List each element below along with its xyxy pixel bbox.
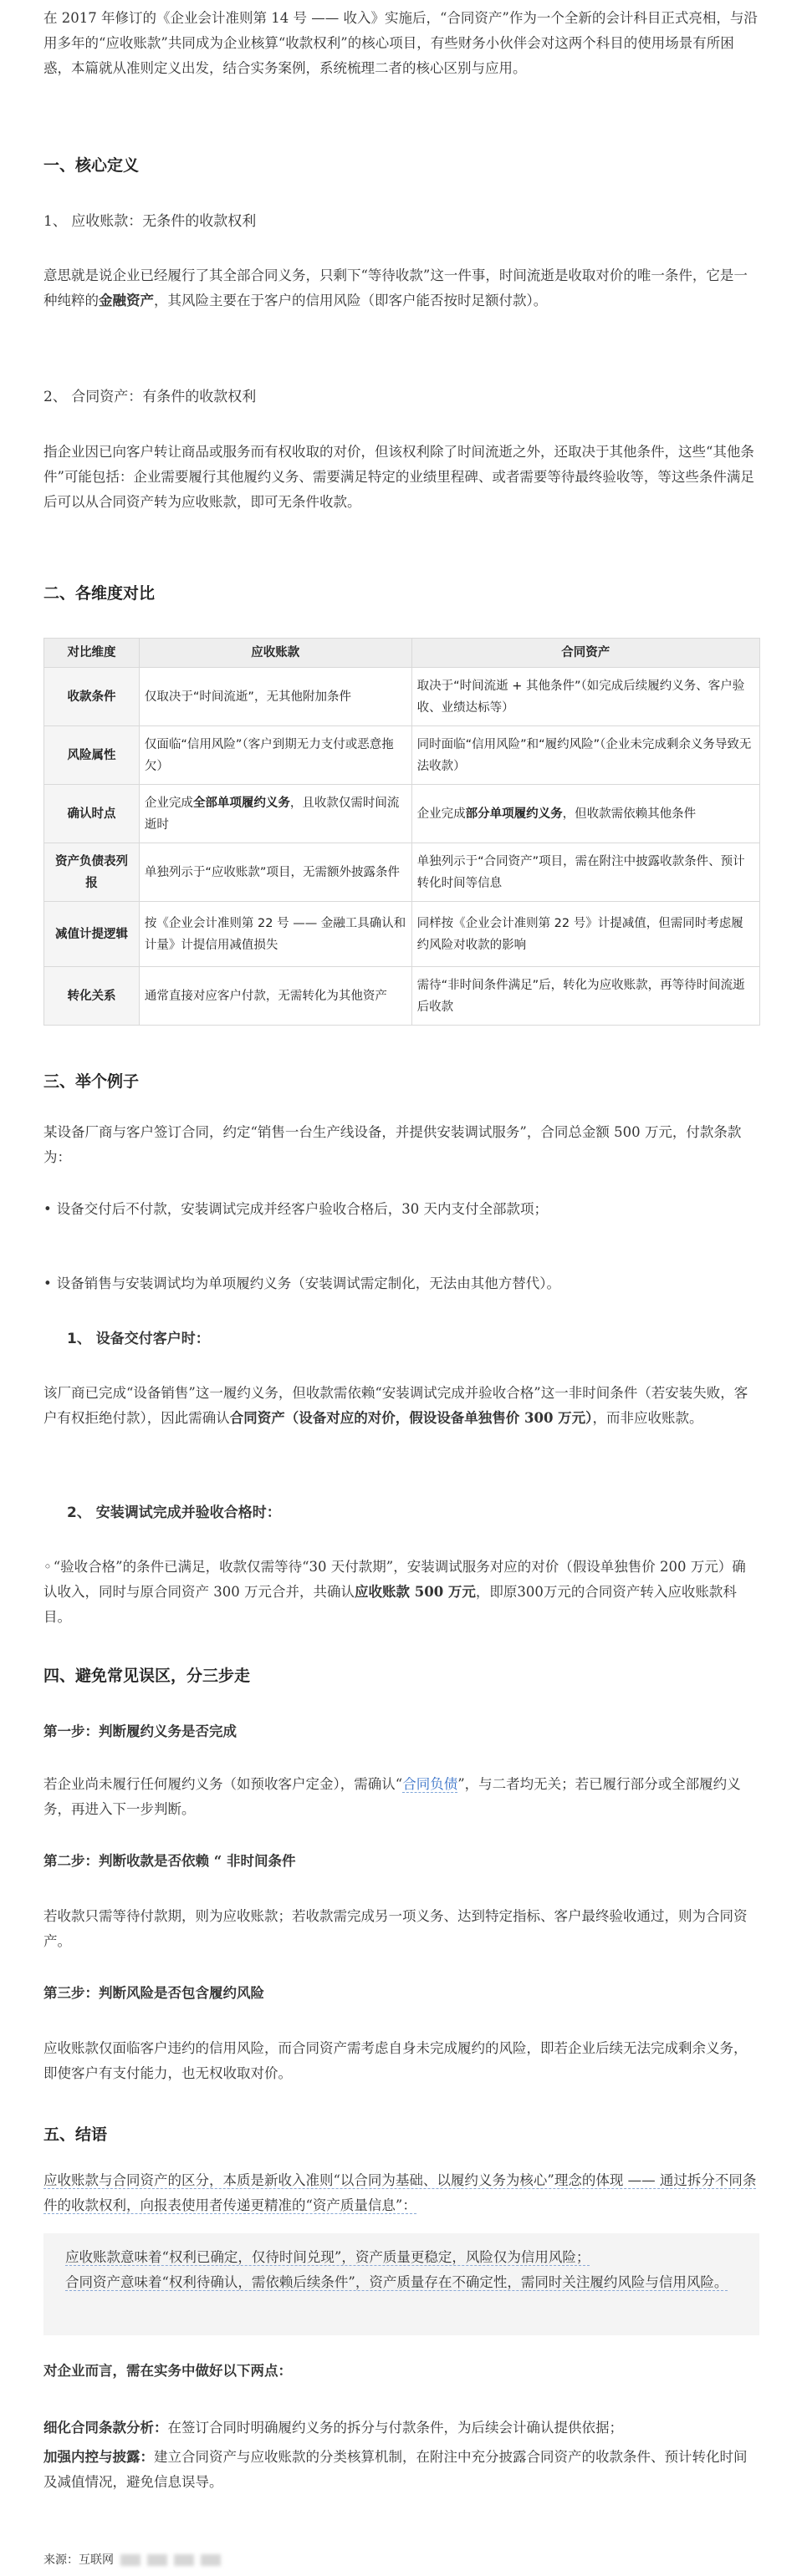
table-row <box>44 668 760 726</box>
example-step-1-text: 该厂商已完成“设备销售”这一履约义务，但收款需依赖“安装调试完成并验收合格”这一非时间条件（若安装失败，客户有权拒绝付款），因此需确认合同资产（设备对应的对价，假设设备单独售价 300 万元），而非应收账款。 <box>43 1385 748 1426</box>
table-cell-dimension: 转化关系 <box>44 967 140 1026</box>
redacted-mark <box>201 2554 221 2566</box>
section-4-heading: 四、避免常见误区，分三步走 <box>43 1667 251 1685</box>
table-row <box>44 785 760 843</box>
redacted-mark <box>120 2554 140 2566</box>
table-cell-receivable: 单独列示于“应收账款”项目，无需额外披露条件 <box>139 843 411 902</box>
quote-line: 合同资产意味着“权利待确认，需依赖后续条件”，资产质量存在不确定性，需同时关注履约风险与信用风险。 <box>65 2274 728 2290</box>
example-step-2-heading: 2、 安装调试完成并验收合格时： <box>67 1504 281 1521</box>
definition-receivable-heading: 1、 应收账款：无条件的收款权利 <box>43 213 257 230</box>
step-1-text: 若企业尚未履行任何履约义务（如预收客户定金），需确认“合同负债”，与二者均无关；若已履行部分或全部履约义务，再进入下一步判断。 <box>43 1776 741 1817</box>
redacted-mark <box>147 2554 167 2566</box>
step-2-heading: 第二步：判断收款是否依赖 “ 非时间条件 <box>43 1853 296 1869</box>
practice-heading: 对企业而言，需在实务中做好以下两点： <box>43 2363 292 2379</box>
section-5-heading: 五、结语 <box>43 2125 108 2144</box>
table-cell-contract-asset: 需待“非时间条件满足”后，转化为应收账款，再等待时间流逝后收款 <box>411 967 759 1026</box>
table-cell-receivable: 企业完成全部单项履约义务，且收款仅需时间流逝时 <box>139 785 411 843</box>
intro-paragraph: 在 2017 年修订的《企业会计准则第 14 号 —— 收入》实施后，“合同资产”作为一个全新的会计科目正式亮相，与沿用多年的“应收账款”共同成为企业核算“收款权利”的核心项目，有些财务小伙伴会对这两个科目的使用场景有所困惑，本篇就从准则定义出发，结合实务案例，系统梳理二者的核心区别与应用。 <box>43 10 758 76</box>
conclusion-paragraph: 应收账款与合同资产的区分，本质是新收入准则“以合同为基础、以履约义务为核心”理念的体现 —— 通过拆分不同条件的收款权利，向报表使用者传递更精准的“资产质量信息”： <box>43 2172 757 2213</box>
definition-receivable-text: 意思就是说企业已经履行了其全部合同义务，只剩下“等待收款”这一件事，时间流逝是收取对价的唯一条件，它是一种纯粹的金融资产，其风险主要在于客户的信用风险（即客户能否按时足额付款）。 <box>43 267 748 308</box>
practice-item-2: 加强内控与披露：建立合同资产与应收账款的分类核算机制，在附注中充分披露合同资产的收款条件、预计转化时间及减值情况，避免信息误导。 <box>43 2449 748 2490</box>
table-cell-contract-asset: 取决于“时间流逝 + 其他条件”（如完成后续履约义务、客户验收、业绩达标等） <box>411 668 759 726</box>
table-header-row <box>44 639 760 668</box>
table-header: 应收账款 <box>139 639 411 668</box>
table-row <box>44 843 760 902</box>
table-cell-receivable: 通常直接对应客户付款，无需转化为其他资产 <box>139 967 411 1026</box>
source-text: 来源：互联网 <box>43 2553 114 2567</box>
redacted-mark <box>174 2554 194 2566</box>
table-cell-contract-asset: 单独列示于“合同资产”项目，需在附注中披露收款条件、预计转化时间等信息 <box>411 843 759 902</box>
table-header: 对比维度 <box>44 639 140 668</box>
example-step-1-heading: 1、 设备交付客户时： <box>67 1331 210 1347</box>
step-3-heading: 第三步：判断风险是否包含履约风险 <box>43 1985 264 2001</box>
step-1-heading: 第一步：判断履约义务是否完成 <box>43 1723 237 1739</box>
section-1-heading: 一、核心定义 <box>43 156 140 175</box>
practice-item-1: 细化合同条款分析：在签订合同时明确履约义务的拆分与付款条件，为后续会计确认提供依据； <box>43 2420 623 2436</box>
step-3-text: 应收账款仅面临客户违约的信用风险，而合同资产需考虑自身未完成履约的风险，即若企业后续无法完成剩余义务，即使客户有支付能力，也无权收取对价。 <box>43 2040 748 2081</box>
table-cell-contract-asset: 同时面临“信用风险”和“履约风险”（企业未完成剩余义务导致无法收款） <box>411 726 759 785</box>
table-cell-receivable: 按《企业会计准则第 22 号 —— 金融工具确认和计量》计提信用减值损失 <box>139 902 411 967</box>
table-header: 合同资产 <box>411 639 759 668</box>
table-cell-contract-asset: 企业完成部分单项履约义务，但收款需依赖其他条件 <box>411 785 759 843</box>
table-cell-dimension: 确认时点 <box>44 785 140 843</box>
conclusion-quote-block <box>43 2233 759 2335</box>
table-cell-dimension: 减值计提逻辑 <box>44 902 140 967</box>
table-cell-receivable: 仅取决于“时间流逝”，无其他附加条件 <box>139 668 411 726</box>
example-paragraph: 某设备厂商与客户签订合同，约定“销售一台生产线设备，并提供安装调试服务”，合同总金额 500 万元，付款条款为： <box>43 1124 742 1165</box>
example-bullet: • 设备交付后不付款，安装调试完成并经客户验收合格后，30 天内支付全部款项； <box>43 1197 759 1222</box>
table-cell-dimension: 资产负债表列报 <box>44 843 140 902</box>
definition-contract-asset-heading: 2、 合同资产：有条件的收款权利 <box>43 389 257 405</box>
contract-liability-link[interactable]: 合同负债 <box>402 1776 458 1792</box>
example-step-2-text: ◦ “验收合格”的条件已满足，收款仅需等待“30 天付款期”，安装调试服务对应的对价（假设单独售价 200 万元）确认收入，同时与原合同资产 300 万元合并，共确认应收账款 500 万元，即原300万元的合同资产转入应收账款科目。 <box>43 1555 759 1630</box>
source-label <box>43 2548 221 2573</box>
table-row <box>44 726 760 785</box>
table-cell-dimension: 收款条件 <box>44 668 140 726</box>
table-cell-contract-asset: 同样按《企业会计准则第 22 号》计提减值，但需同时考虑履约风险对收款的影响 <box>411 902 759 967</box>
section-3-heading: 三、举个例子 <box>43 1072 140 1091</box>
table-row <box>44 967 760 1026</box>
table-cell-dimension: 风险属性 <box>44 726 140 785</box>
step-2-text: 若收款只需等待付款期，则为应收账款；若收款需完成另一项义务、达到特定指标、客户最终验收通过，则为合同资产。 <box>43 1908 748 1949</box>
section-2-heading: 二、各维度对比 <box>43 584 156 603</box>
table-cell-receivable: 仅面临“信用风险”（客户到期无力支付或恶意拖欠） <box>139 726 411 785</box>
quote-line: 应收账款意味着“权利已确定，仅待时间兑现”，资产质量更稳定，风险仅为信用风险； <box>65 2249 590 2265</box>
comparison-table <box>43 638 760 1026</box>
definition-contract-asset-text: 指企业因已向客户转让商品或服务而有权收取的对价，但该权利除了时间流逝之外，还取决于其他条件，这些“其他条件”可能包括：企业需要履行其他履约义务、需要满足特定的业绩里程碑、或者需要等待最终验收等，等这些条件满足后可以从合同资产转为应收账款，即可无条件收款。 <box>43 444 754 510</box>
example-bullet: • 设备销售与安装调试均为单项履约义务（安装调试需定制化，无法由其他方替代）。 <box>43 1271 759 1296</box>
table-row <box>44 902 760 967</box>
